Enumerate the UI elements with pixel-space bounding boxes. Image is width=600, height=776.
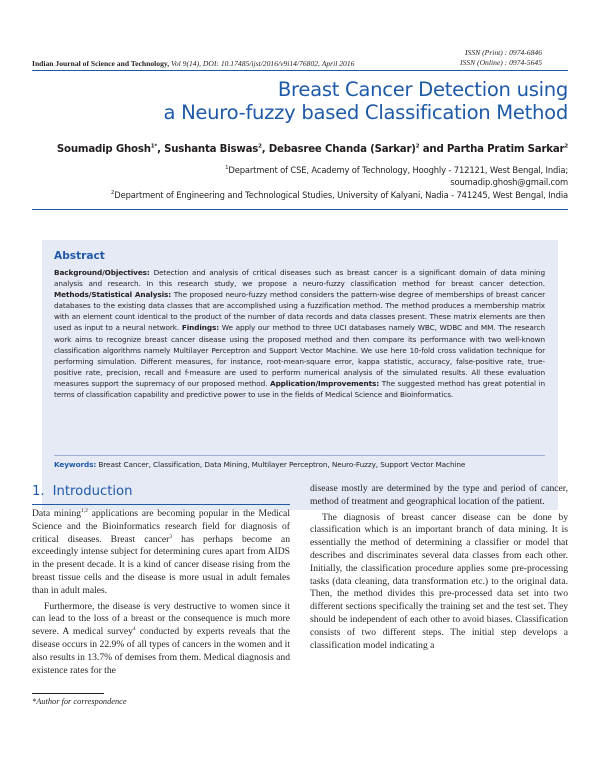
footnote-rule xyxy=(32,693,104,694)
section-heading-introduction xyxy=(32,484,132,499)
author-4: Partha Pratim Sarkar xyxy=(446,144,565,155)
journal-citation xyxy=(32,59,552,68)
section-number: 1. xyxy=(32,484,45,499)
author-2-mark: 2 xyxy=(258,143,262,150)
keywords-list: Breast Cancer, Classification, Data Mining, Multilayer Perceptron, Neuro-Fuzzy, Support Vector Machine xyxy=(98,460,466,469)
paper-title xyxy=(68,78,568,124)
body-column-left xyxy=(32,508,290,677)
keywords-divider xyxy=(54,455,545,456)
author-2: Sushanta Biswas xyxy=(164,144,259,155)
paragraph: Data mining$^{1,2}$ applications are becoming popular in the Medical Science and the Bioinformatics research field for diagnosis of critical diseases. Breast cancer$^3$ has perhaps become an exceedingly intense subject for determining cures apart from AIDS in the present decade. It is a kind of cancer disease rising from the breast tissue cells and the disease is more usual in adult females than in adult males. xyxy=(32,507,290,596)
body-column-right xyxy=(310,483,568,652)
title-line-1: Breast Cancer Detection using xyxy=(277,78,568,101)
keywords-line xyxy=(54,460,545,469)
footnote: *Author for correspondence xyxy=(32,697,127,706)
paragraph: Furthermore, the disease is very destructive to women since it can lead to the loss of a breast or the consequence is much more severe. A medical survey$^4$ conducted by experts reveals that the disease occurs in 22.9% of all types of cancers in the women and it also results in 13.7% of demises from them. Medical diagnosis and existence rates for the xyxy=(32,600,290,676)
author-list: Soumadip Ghosh$^{1*}$, Sushanta Biswas$^2$, Debasree Chanda (Sarkar)$^2$ and Partha Pratim Sarkar$^2$ xyxy=(56,143,568,155)
author-1: Soumadip Ghosh xyxy=(56,144,151,155)
keywords-label: Keywords: xyxy=(54,460,97,469)
author-3: Debasree Chanda (Sarkar) xyxy=(268,144,416,155)
author-1-mark: 1* xyxy=(150,143,158,150)
header-rule xyxy=(32,70,568,71)
journal-details: Vol 9(14), DOI: 10.17485/ijst/2016/v9i14/76802, April 2016 xyxy=(171,59,355,68)
journal-name: Indian Journal of Science and Technology, xyxy=(32,59,172,68)
paragraph: disease mostly are determined by the type and period of cancer, method of treatment and geographical location of the patient. xyxy=(310,483,568,507)
affiliation-2: $^2$Department of Engineering and Technological Studies, University of Kalyani, Nadia - 741245, West Bengal, India xyxy=(110,190,568,200)
section-rule xyxy=(32,504,290,505)
author-3-mark: 2 xyxy=(415,143,420,150)
paragraph: The diagnosis of breast cancer disease can be done by classification which is an important branch of data mining. It is essentially the method of determining a classifier or model that describes and discriminates several data classes from each other. Initially, the classification procedure applies some pre-processing tasks (data cleaning, data transformation etc.) to the original data. Then, the method divides this pre-processed data set into two different sections specifically the training set and the test set. They should be independent of each other to avoid biases. Classification consists of two different steps. The initial step develops a classification model indicating a xyxy=(310,511,568,651)
issn-print: ISSN (Print) : 0974-6846 xyxy=(465,48,542,57)
corresponding-email[interactable]: soumadip.ghosh@gmail.com xyxy=(450,177,568,187)
title-rule xyxy=(32,209,568,210)
author-4-mark: 2 xyxy=(564,143,568,150)
issn-online: ISSN (Online) : 0974-5645 xyxy=(459,57,542,67)
affiliation-1-text: Department of CSE, Academy of Technology, Hooghly - 712121, West Bengal, India; xyxy=(228,165,568,175)
title-line-2: a Neuro-fuzzy based Classification Method xyxy=(163,101,568,124)
abstract-heading: Abstract xyxy=(54,250,105,262)
abstract-text: Background/Objectives: Detection and analysis of critical diseases such as breast cancer is a significant domain of data mining analysis and research. In this research study, we propose a neuro-fuzzy classification method for breast cancer detection. Methods/Statistical Analysis: The proposed neuro-fuzzy method considers the pattern-wise degree of memberships of breast cancer databases to the existing data classes that are accomplished using a fuzzification method. The method produces a membership matrix with an element count identical to the product of the number of data records and data classes present. These matrix elements are then used as input to a neural network. Findings: We apply our method to three UCI databases namely WBC, WDBC and MM. The research work aims to recognize breast cancer disease using the proposed method and then compare its performance with two well-known classification algorithms namely Multilayer Perceptron and Support Vector Machine. We use here 10-fold cross validation technique for performing simulation. Different measures, for instance, root-mean-square error, kappa statistic, accuracy, false-positive rate, true-positive rate, precision, recall and f-measure are used to perform numerical analysis of the simulated results. All these evaluation measures support the supremacy of our proposed method. Application/Improvements: The suggested method has great potential in terms of classification capability and predictive power to use in the fields of Medical Science and Bioinformatics. xyxy=(54,268,545,400)
section-title: Introduction xyxy=(52,484,133,499)
affiliation-1: $^1$Department of CSE, Academy of Technology, Hooghly - 712121, West Bengal, India; soumadip.ghosh@gmail.com xyxy=(28,164,568,188)
affiliation-2-text: Department of Engineering and Technological Studies, University of Kalyani, Nadia - 741245, West Bengal, India xyxy=(114,190,568,200)
